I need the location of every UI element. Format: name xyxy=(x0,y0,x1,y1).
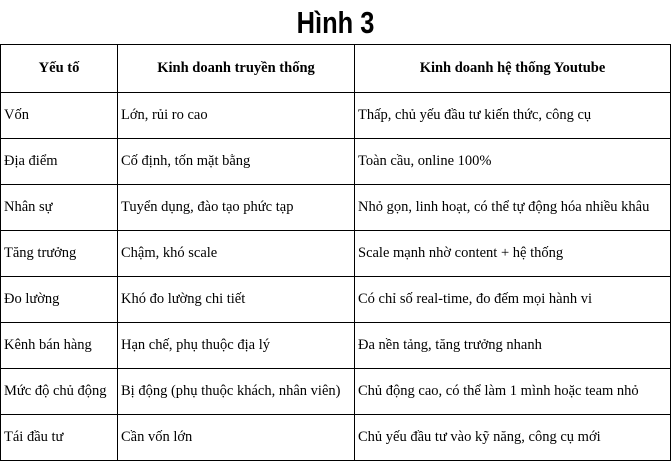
traditional-cell: Khó đo lường chi tiết xyxy=(118,277,355,323)
traditional-cell: Cần vốn lớn xyxy=(118,415,355,461)
table-row xyxy=(1,369,671,415)
traditional-cell: Hạn chế, phụ thuộc địa lý xyxy=(118,323,355,369)
youtube-cell: Scale mạnh nhờ content + hệ thống xyxy=(355,231,671,277)
youtube-cell: Toàn cầu, online 100% xyxy=(355,139,671,185)
row-factor-cell: Kênh bán hàng xyxy=(1,323,118,369)
column-header-factor: Yếu tố xyxy=(1,45,118,93)
traditional-cell: Chậm, khó scale xyxy=(118,231,355,277)
youtube-cell: Chủ động cao, có thể làm 1 mình hoặc team nhỏ xyxy=(355,369,671,415)
table-row xyxy=(1,93,671,139)
table-row xyxy=(1,139,671,185)
table-row xyxy=(1,277,671,323)
traditional-cell: Cố định, tốn mặt bằng xyxy=(118,139,355,185)
youtube-cell: Thấp, chủ yếu đầu tư kiến thức, công cụ xyxy=(355,93,671,139)
row-factor-cell: Tái đầu tư xyxy=(1,415,118,461)
row-factor-cell: Nhân sự xyxy=(1,185,118,231)
table-row xyxy=(1,231,671,277)
traditional-cell: Tuyển dụng, đào tạo phức tạp xyxy=(118,185,355,231)
column-header-youtube-business: Kinh doanh hệ thống Youtube xyxy=(355,45,671,93)
table-row xyxy=(1,323,671,369)
figure-title: Hình 3 xyxy=(296,5,375,40)
row-factor-cell: Mức độ chủ động xyxy=(1,369,118,415)
youtube-cell: Đa nền tảng, tăng trưởng nhanh xyxy=(355,323,671,369)
row-factor-cell: Địa điểm xyxy=(1,139,118,185)
youtube-cell: Có chỉ số real-time, đo đếm mọi hành vi xyxy=(355,277,671,323)
row-factor-cell: Tăng trưởng xyxy=(1,231,118,277)
youtube-cell: Nhỏ gọn, linh hoạt, có thể tự động hóa nhiều khâu xyxy=(355,185,671,231)
row-factor-cell: Vốn xyxy=(1,93,118,139)
row-factor-cell: Đo lường xyxy=(1,277,118,323)
youtube-cell: Chủ yếu đầu tư vào kỹ năng, công cụ mới xyxy=(355,415,671,461)
table-row xyxy=(1,185,671,231)
column-header-traditional-business: Kinh doanh truyền thống xyxy=(118,45,355,93)
traditional-cell: Lớn, rủi ro cao xyxy=(118,93,355,139)
table-row xyxy=(1,415,671,461)
traditional-cell: Bị động (phụ thuộc khách, nhân viên) xyxy=(118,369,355,415)
table-header-row xyxy=(1,45,671,93)
comparison-table xyxy=(0,44,671,461)
